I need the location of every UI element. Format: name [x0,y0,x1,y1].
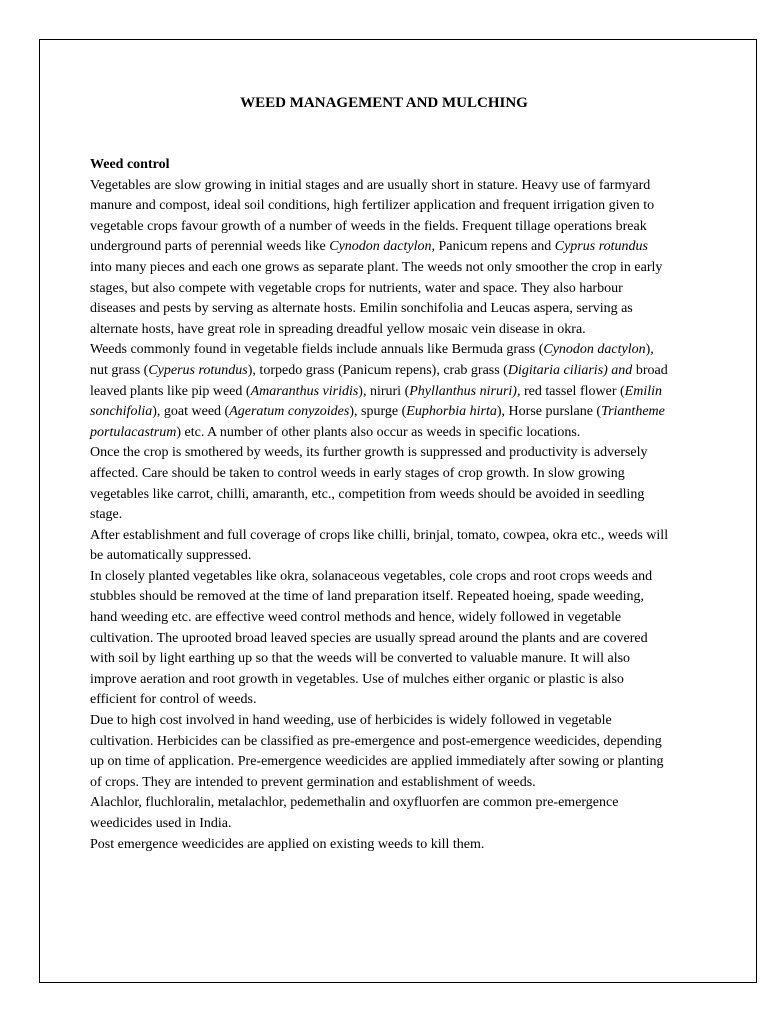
paragraph-list [90,176,670,856]
species-name-text: Cynodon dactylon [543,342,646,358]
paragraph-text: ), nut grass ( [90,342,654,378]
body-paragraph [90,176,670,341]
species-name-text: Cynodon dactylon [329,239,432,255]
species-name-text: Amaranthus viridis [250,383,359,399]
body-paragraph [90,835,670,856]
section-heading: Weed control [90,157,170,172]
paragraph-text: ), goat weed ( [152,404,230,420]
body-paragraph [90,793,670,834]
paragraph-text: , Panicum repens and [431,239,555,255]
species-name-text: Cyperus rotundus [148,362,248,378]
species-name-text: Triantheme portulacastrum [90,404,665,440]
paragraph-text: Weeds commonly found in vegetable fields include annuals like Bermuda grass ( [90,342,544,358]
paragraph-text: Due to high cost involved in hand weeding, use of herbicides is widely followed in vegetable cultivation. Herbicides can be classified as pre-emergence and post-emergence weedicides, depending up on time of application. Pre-emergence weedicides are applied immediately after sowing or planting of crops. They are intended to prevent germination and establishment of weeds. [90,713,664,790]
species-name-text: Euphorbia hirta [406,404,497,420]
species-name-text: Digitaria ciliaris) and [507,362,633,378]
document-body [90,155,670,855]
paragraph-text: After establishment and full coverage of crops like chilli, brinjal, tomato, cowpea, okra etc., weeds will be automatically suppressed. [90,527,669,564]
paragraph-text: Post emergence weedicides are applied on existing weeds to kill them. [90,836,485,852]
paragraph-text: ), niruri ( [358,383,410,399]
body-paragraph [90,443,670,525]
paragraph-text: into many pieces and each one grows as separate plant. The weeds not only smoother the crop in early stages, but also compete with vegetable crops for nutrients, water and space. They also harbour diseases and pests by serving as alternate hosts. Emilin sonchifolia and Leucas aspera, serving as alternate hosts, have great role in spreading dreadful yellow mosaic vein disease in okra. [90,259,663,337]
body-paragraph [90,526,670,567]
paragraph-text: Once the crop is smothered by weeds, its further growth is suppressed and productivity is adversely affected. Care should be taken to control weeds in early stages of crop growth. In slow growing vegetables like carrot, chilli, amaranth, etc., competition from weeds should be avoided in seedling stage. [90,445,648,523]
paragraph-text: ), Horse purslane ( [496,404,602,420]
paragraph-text: Alachlor, fluchloralin, metalachlor, pedemethalin and oxyfluorfen are common pre-emergence weedicides used in India. [90,795,619,831]
species-name-text: Ageratum conyzoides [229,404,350,420]
species-name-text: Emilin sonchifolia [90,383,662,420]
body-paragraph [90,340,670,443]
paragraph-text: In closely planted vegetables like okra, solanaceous vegetables, cole crops and root crops weeds and stubbles should be removed at the time of land preparation itself. Repeated hoeing, spade weeding, hand weeding etc. are effective weed control methods and hence, widely followed in vegetable cultivation. The uprooted broad leaved species are usually spread around the plants and are covered with soil by light earthing up so that the weeds will be converted to valuable manure. It will also improve aeration and root growth in vegetables. Use of mulches either organic or plastic is also efficient for control of weeds. [90,568,653,708]
body-paragraph [90,567,670,711]
paragraph-text: broad leaved plants like pip weed ( [90,362,668,399]
paragraph-text: ) etc. A number of other plants also occur as weeds in specific locations. [176,424,581,440]
paragraph-text: Vegetables are slow growing in initial stages and are usually short in stature. Heavy use of farmyard manure and compost, ideal soil conditions, high fertilizer application and frequent irrigation given to vegetable crops favour growth of a number of weeds in the fields. Frequent tillage operations break underground parts of perennial weeds like [90,177,655,255]
species-name-text: Cyprus rotundus [554,239,648,255]
paragraph-text: ), spurge ( [349,404,407,420]
body-paragraph [90,711,670,793]
paragraph-text: ), torpedo grass (Panicum repens), crab grass ( [247,362,508,378]
paragraph-text: red tassel flower ( [520,383,625,399]
species-name-text: Phyllanthus niruri), [409,383,521,399]
document-title: WEED MANAGEMENT AND MULCHING [240,95,528,111]
